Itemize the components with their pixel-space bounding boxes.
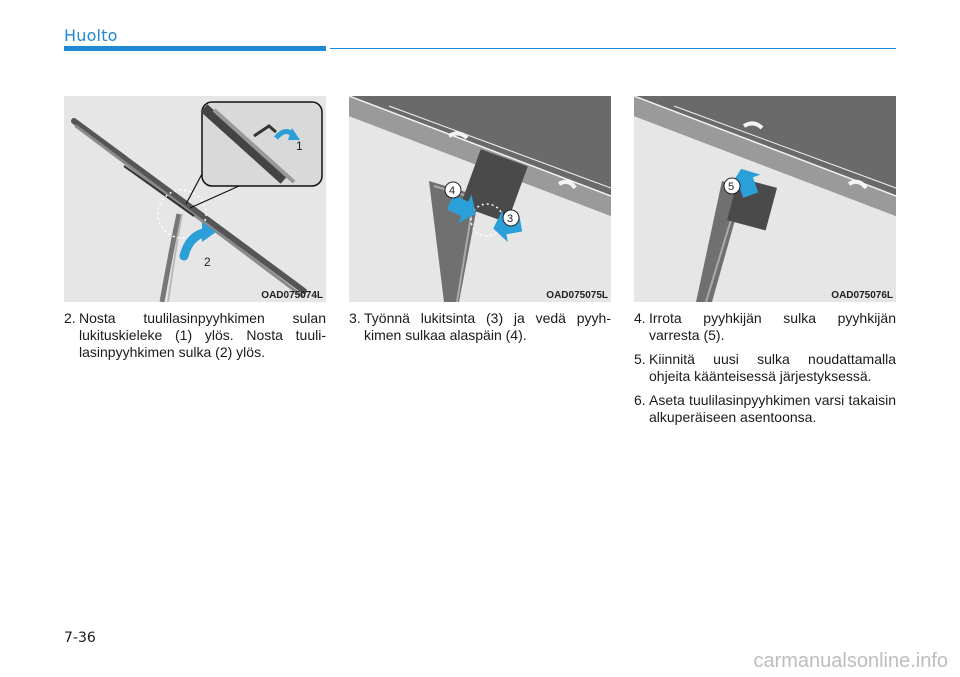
figure-wiper-lock-push (349, 96, 611, 302)
header-rule-thick (64, 46, 326, 51)
figure-code: OAD075075L (546, 290, 608, 301)
steps-column-1 (64, 310, 326, 368)
figure-wiper-blade-lift (64, 96, 326, 302)
callout-label-4: 4 (449, 185, 456, 197)
figure-code: OAD075074L (261, 290, 323, 301)
step-item (634, 392, 896, 426)
step-number: 2. (64, 310, 76, 326)
step-text: Aseta tuulilasinpyyhkimen varsi takaisin alkuperäiseen asentoonsa. (649, 392, 896, 425)
callout-label-1: 1 (296, 139, 303, 153)
steps-column-2 (349, 310, 611, 351)
step-item (64, 310, 326, 361)
step-text: Työnnä lukitsinta (3) ja vedä pyyh-kimen sulkaa alaspäin (4). (364, 310, 611, 343)
step-number: 3. (349, 310, 361, 326)
wiper-blade-illustration (64, 96, 326, 302)
callout-label-2: 2 (204, 255, 211, 269)
callout-label-5: 5 (728, 181, 735, 193)
step-item (634, 351, 896, 385)
header-rule-thin (330, 48, 896, 49)
step-text: Nosta tuulilasinpyyhkimen sulan lukituskieleke (1) ylös. Nosta tuuli-lasinpyyhkimen sulka (2) ylös. (79, 310, 326, 360)
callout-label-3: 3 (507, 213, 514, 225)
wiper-remove-illustration (634, 96, 896, 302)
section-title: Huolto (64, 26, 118, 45)
step-text: Kiinnitä uusi sulka noudattamalla ohjeita käänteisessä järjestyksessä. (649, 351, 896, 384)
step-item (634, 310, 896, 344)
page-number: 7-36 (64, 630, 96, 646)
step-item (349, 310, 611, 344)
figure-code: OAD075076L (831, 290, 893, 301)
step-number: 5. (634, 351, 646, 367)
figure-wiper-blade-remove (634, 96, 896, 302)
wiper-lock-illustration (349, 96, 611, 302)
step-number: 6. (634, 392, 646, 408)
steps-column-3 (634, 310, 896, 433)
watermark: carmanualsonline.info (753, 650, 948, 672)
step-number: 4. (634, 310, 646, 326)
step-text: Irrota pyyhkijän sulka pyyhkijän varresta (5). (649, 310, 896, 343)
